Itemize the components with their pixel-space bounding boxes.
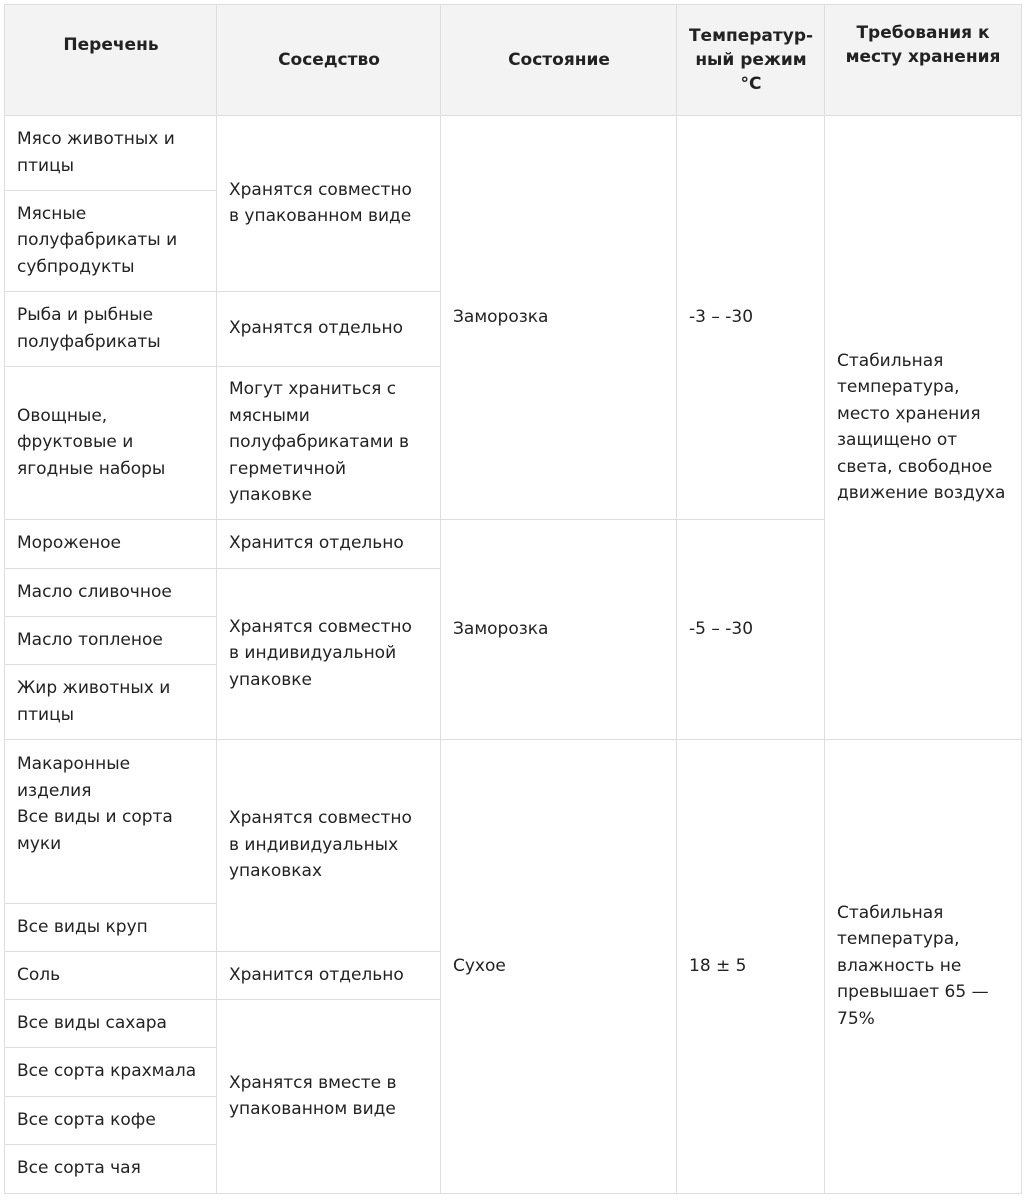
column-divider <box>440 5 441 1193</box>
column-divider <box>216 5 217 1193</box>
row-divider <box>217 951 441 952</box>
row-divider <box>441 739 825 740</box>
state-cell: Сухое <box>453 955 506 976</box>
item-cell: Макаронные изделия Все виды и сорта муки <box>17 754 173 854</box>
row-divider <box>217 519 441 520</box>
table-border <box>4 1193 1022 1194</box>
item-cell: Мясные полуфабрикаты и субпродукты <box>17 203 178 277</box>
row-divider <box>5 519 217 520</box>
row-divider <box>5 190 217 191</box>
table-border <box>4 4 1022 5</box>
column-divider <box>824 5 825 1193</box>
row-divider <box>217 291 441 292</box>
state-cell: Заморозка <box>453 618 549 639</box>
item-cell: Мороженое <box>17 533 122 554</box>
header-requirements: Требования к месту хранения <box>825 5 1021 115</box>
item-cell: Рыба и рыбные полуфабрикаты <box>17 305 161 352</box>
neighborhood-cell: Хранится отдельно <box>229 533 404 554</box>
row-divider <box>5 739 217 740</box>
item-cell: Масло сливочное <box>17 581 172 602</box>
table-border <box>4 4 5 1194</box>
item-cell: Соль <box>17 964 61 985</box>
row-divider <box>441 519 825 520</box>
item-cell: Мясо животных и птицы <box>17 129 175 176</box>
row-divider <box>825 739 1021 740</box>
row-divider <box>5 568 217 569</box>
item-cell: Все сорта чая <box>17 1158 141 1179</box>
row-divider <box>5 1144 217 1145</box>
row-divider <box>5 1047 217 1048</box>
item-cell: Все сорта кофе <box>17 1109 156 1130</box>
temperature-cell: -3 – -30 <box>689 306 754 327</box>
row-divider <box>5 664 217 665</box>
row-divider <box>217 739 441 740</box>
row-divider <box>5 291 217 292</box>
item-cell: Масло топленое <box>17 629 163 650</box>
neighborhood-cell: Хранятся вместе в упакованном виде <box>229 1072 397 1119</box>
header-state: Состояние <box>441 5 677 115</box>
item-cell: Все виды круп <box>17 916 148 937</box>
row-divider <box>217 999 441 1000</box>
item-cell: Все виды сахара <box>17 1012 167 1033</box>
item-cell: Овощные, фруктовые и ягодные наборы <box>17 405 166 479</box>
temperature-cell: 18 ± 5 <box>689 955 747 976</box>
column-divider <box>676 5 677 1193</box>
item-cell: Все сорта крахмала <box>17 1061 197 1082</box>
header-neighborhood: Соседство <box>217 5 441 115</box>
row-divider <box>5 951 217 952</box>
requirements-cell: Стабильная температура, влажность не превышает 65 — 75% <box>837 902 989 1029</box>
neighborhood-cell: Хранятся совместно в упакованном виде <box>229 179 412 226</box>
row-divider <box>217 366 441 367</box>
table-border <box>1021 4 1022 1194</box>
row-divider <box>5 366 217 367</box>
row-divider <box>5 903 217 904</box>
row-divider <box>5 1096 217 1097</box>
row-divider <box>5 999 217 1000</box>
requirements-cell: Стабильная температура, место хранения защищено от света, свободное движение воздуха <box>837 350 1006 503</box>
row-divider <box>5 616 217 617</box>
row-divider <box>5 115 1021 116</box>
neighborhood-cell: Хранится отдельно <box>229 964 404 985</box>
header-list: Перечень <box>5 5 217 115</box>
header-temperature: Температур- ный режим °С <box>677 5 825 115</box>
row-divider <box>217 568 441 569</box>
neighborhood-cell: Хранятся совместно в индивидуальных упаковках <box>229 808 412 882</box>
neighborhood-cell: Хранятся отдельно <box>229 318 403 339</box>
item-cell: Жир животных и птицы <box>17 678 171 725</box>
temperature-cell: -5 – -30 <box>689 618 754 639</box>
neighborhood-cell: Могут храниться с мясными полуфабрикатами в герметичной упаковке <box>229 379 410 506</box>
neighborhood-cell: Хранятся совместно в индивидуальной упаковке <box>229 616 412 690</box>
state-cell: Заморозка <box>453 306 549 327</box>
